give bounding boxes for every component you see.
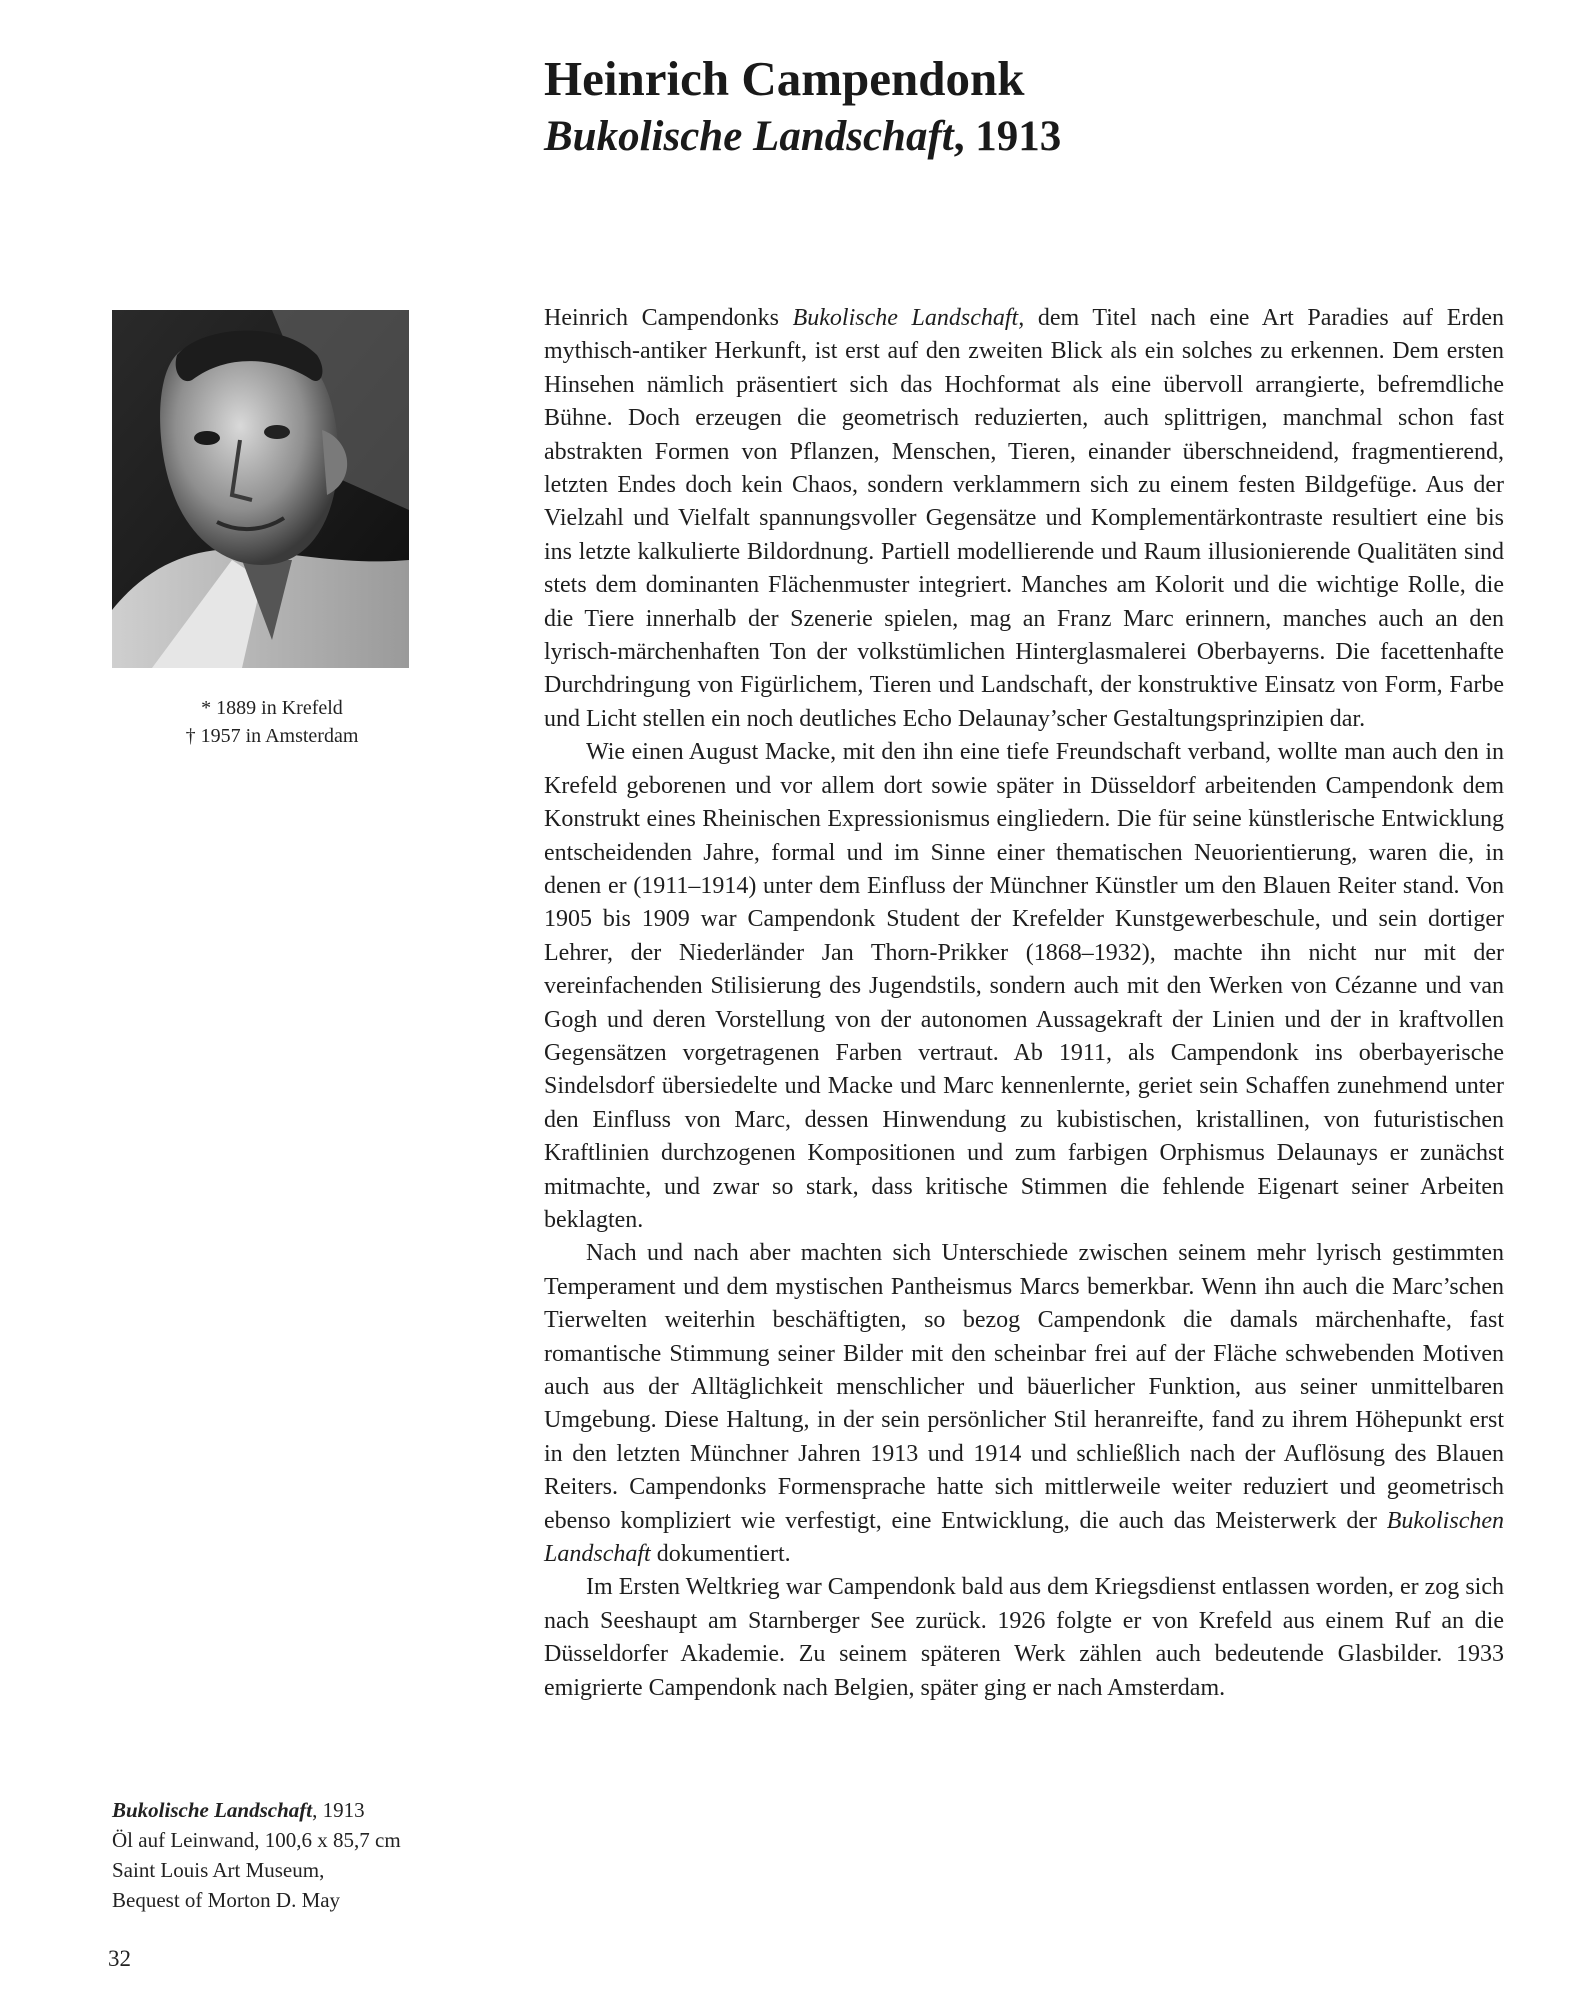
caption-title: Bukolische Landschaft xyxy=(112,1798,313,1822)
paragraph-2: Wie einen August Macke, mit den ihn eine tiefe Freundschaft verband, wollte man auch den in Krefeld geborenen und vor allem dort sowie später in Düsseldorf arbeitenden Campendonk dem Konstrukt eines Rheinischen Expressionismus eingliedern. Die für seine künstlerische Entwicklung entscheidenden Jahre, formal und im Sinne einer thematischen Neuorientierung, waren die, in denen er (1911–1914) unter dem Einfluss der Münchner Künstler um den Blauen Reiter stand. Von 1905 bis 1909 war Campendonk Student der Krefelder Kunstgewerbeschule, und sein dortiger Lehrer, der Niederländer Jan Thorn-Prikker (1868–1932), machte ihn nicht nur mit der vereinfachenden Stilisierung des Jugendstils, sondern auch mit den Werken von Cézanne und van Gogh und deren Vorstellung von der autonomen Aussagekraft der Linien und der in kraftvollen Gegensätzen vorgetragenen Farben vertraut. Ab 1911, als Campendonk ins oberbayerische Sindelsdorf übersiedelte und Macke und Marc kennenlernte, geriet sein Schaffen zunehmend unter den Einfluss von Marc, dessen Hinwendung zu kubistischen, kristallinen, von futuristischen Kraftlinien durchzogenen Kompositionen und zum farbigen Orphismus Delaunays er zunächst mitmachte, und zwar so stark, dass kritische Stimmen die fehlende Eigenart seiner Arbeiten beklagten. xyxy=(544,739,1504,1233)
artist-bio-dates xyxy=(112,694,432,750)
caption-medium: Öl auf Leinwand, 100,6 x 85,7 cm xyxy=(112,1828,401,1852)
p1-text-a: Heinrich Campendonks xyxy=(544,305,793,331)
title-block xyxy=(544,50,1444,166)
caption-museum: Saint Louis Art Museum, xyxy=(112,1858,325,1882)
artist-name: Heinrich Campendonk xyxy=(544,51,1025,106)
portrait-photo-icon xyxy=(112,310,409,668)
p3-title-italic: Bukolischen Landschaft xyxy=(544,1507,1504,1568)
artwork-caption xyxy=(112,1795,452,1915)
p3-text-a: Nach und nach aber machten sich Unterschiede zwischen seinem mehr lyrisch gestimmten Temperament und dem mystischen Pantheismus Marcs bemerkbar. Wenn ihn auch die Marc’schen Tierwelten weiterhin beschäftigten, so bezog Campendonk die damals märchenhafte, fast romantische Stimmung seiner Bilder mit den scheinbar frei auf der Fläche schwebenden Motiven auch aus der Alltäglichkeit menschlicher und bäuerlicher Funktion, aus seiner unmittelbaren Umgebung. Diese Haltung, in der sein persönlicher Stil heranreifte, fand zu ihrem Höhepunkt erst in den letzten Münchner Jahren 1913 und 1914 und schließlich nach der Auflösung des Blauen Reiters. Campendonks Formensprache hatte sich mittlerweile weiter reduziert und geometrisch ebenso kompliziert wie verfestigt, eine Entwicklung, die auch das Meisterwerk der xyxy=(544,1240,1504,1534)
p3-text-c: dokumentiert. xyxy=(650,1541,791,1568)
essay-text xyxy=(544,302,1504,1705)
p1-text-c: dem Titel nach eine Art Paradies auf Erden mythisch-antiker Herkunft, ist erst auf den zweiten Blick als ein solches zu erkennen. Dem ersten Hinsehen nämlich präsentiert sich das Hochformat als eine übervoll arrangierte, befremdliche Bühne. Doch erzeugen die geometrisch reduzierten, auch splittrigen, manchmal schon fast abstrakten Formen von Pflanzen, Menschen, Tieren, einander überschneidend, fragmentierend, letzten Endes doch kein Chaos, sondern verklammern sich zu einem festen Bildgefüge. Aus der Vielzahl und Vielfalt spannungsvoller Gegensätze und Komplementärkontraste resultiert eine bis ins letzte kalkulierte Bildordnung. Partiell modellierende und Raum illusionierende Qualitäten sind stets dem dominanten Flächenmuster integriert. Manches am Kolorit und die wichtige Rolle, die die Tiere innerhalb der Szenerie spielen, mag an Franz Marc erinnern, manches auch an den lyrisch-märchenhaften Ton der volkstümlichen Hinterglasmalerei Oberbayerns. Die facettenhafte Durchdringung von Figürlichem, Tieren und Landschaft, der konstruktive Einsatz von Form, Farbe und Licht stellen ein noch deutliches Echo Delaunay’scher Gestaltungsprinzipien dar. xyxy=(544,305,1504,732)
death-info: † 1957 in Amsterdam xyxy=(185,725,359,747)
paragraph-3 xyxy=(544,1237,1504,1571)
birth-info: * 1889 in Krefeld xyxy=(201,697,343,719)
work-year: , 1913 xyxy=(953,113,1062,160)
work-title-italic: Bukolische Landschaft xyxy=(544,113,954,160)
work-title xyxy=(544,108,1444,166)
paragraph-4: Im Ersten Weltkrieg war Campendonk bald aus dem Kriegsdienst entlassen worden, er zog sich nach Seeshaupt am Starnberger See zurück. 1926 folgte er von Krefeld aus einem Ruf an die Düsseldorfer Akademie. Zu seinem späteren Werk zählen auch bedeutende Glasbilder. 1933 emigrierte Campendonk nach Belgien, später ging er nach Amsterdam. xyxy=(544,1574,1504,1701)
paragraph-1 xyxy=(544,302,1504,736)
p1-title-italic: Bukolische Landschaft, xyxy=(792,305,1025,331)
artist-portrait-photo xyxy=(112,310,409,668)
caption-credit: Bequest of Morton D. May xyxy=(112,1888,341,1912)
page-number: 32 xyxy=(108,1946,131,1971)
caption-year: , 1913 xyxy=(312,1798,365,1822)
caption-title-line xyxy=(112,1795,452,1825)
